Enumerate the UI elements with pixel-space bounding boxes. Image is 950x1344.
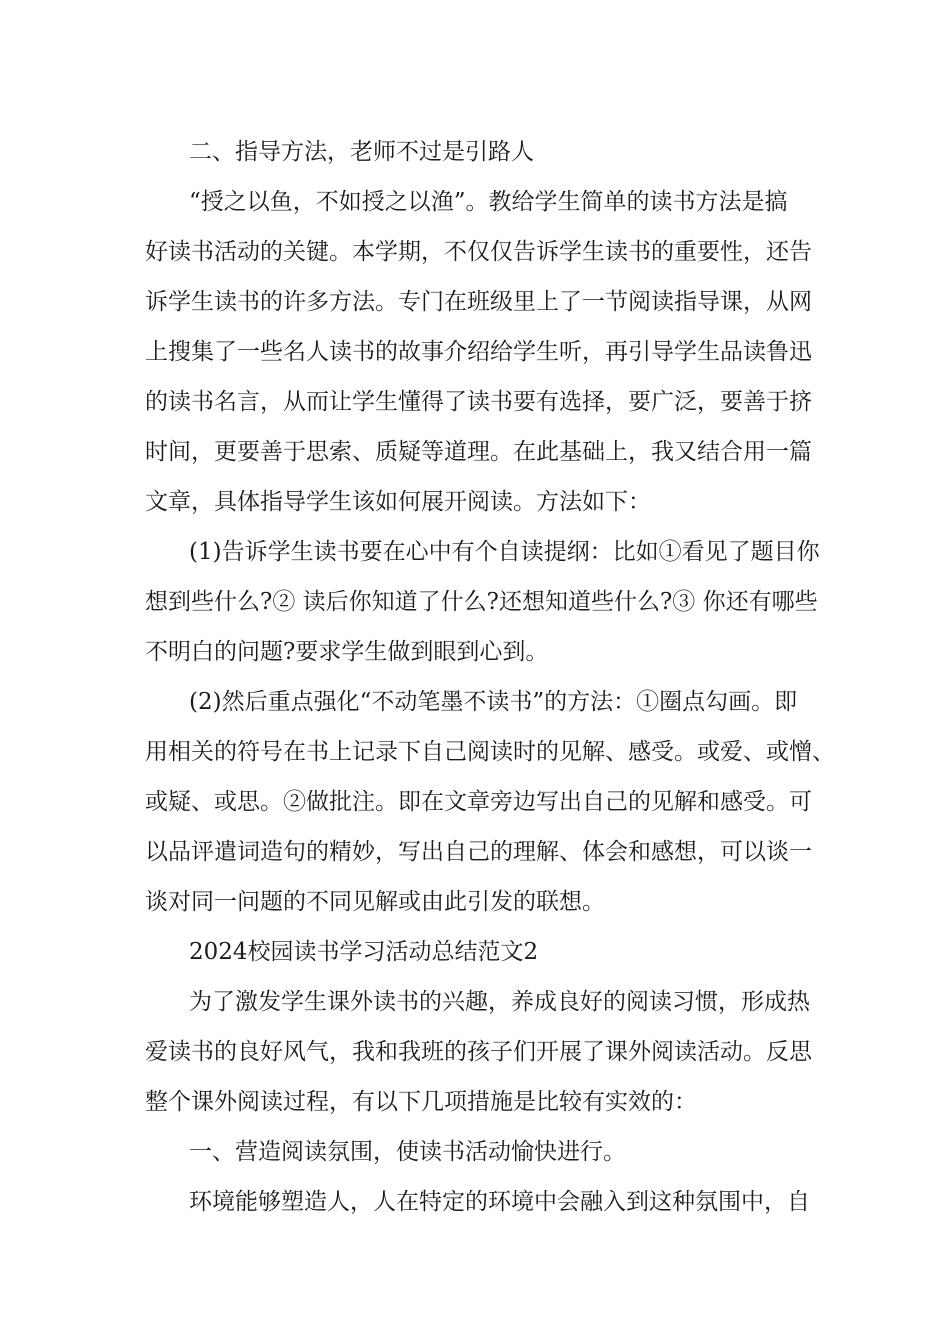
paragraph-line: (2)然后重点强化“不动笔墨不读书”的方法：①圈点勾画。即 bbox=[189, 689, 798, 715]
paragraph-line: 好读书活动的关键。本学期，不仅仅告诉学生读书的重要性，还告 bbox=[145, 239, 812, 265]
paragraph-line: 用相关的符号在书上记录下自己阅读时的见解、感受。或爱、或憎、 bbox=[145, 739, 835, 765]
paragraph-line: 的读书名言，从而让学生懂得了读书要有选择，要广泛，要善于挤 bbox=[145, 389, 812, 415]
section-heading: 一、营造阅读氛围，使读书活动愉快进行。 bbox=[189, 1139, 626, 1165]
paragraph-line: 不明白的问题?要求学生做到眼到心到。 bbox=[145, 639, 549, 665]
paragraph-line: 时间，更要善于思索、质疑等道理。在此基础上，我又结合用一篇 bbox=[145, 439, 812, 465]
paragraph-line: (1)告诉学生读书要在心中有个自读提纲：比如①看见了题目你 bbox=[189, 539, 820, 565]
paragraph-line: 或疑、或思。②做批注。即在文章旁边写出自己的见解和感受。可 bbox=[145, 789, 812, 815]
paragraph-line: 诉学生读书的许多方法。专门在班级里上了一节阅读指导课，从网 bbox=[145, 289, 812, 315]
article-title: 2024校园读书学习活动总结范文2 bbox=[189, 939, 539, 965]
document-body bbox=[145, 127, 835, 1227]
paragraph-line: 上搜集了一些名人读书的故事介绍给学生听，再引导学生品读鲁迅 bbox=[145, 339, 812, 365]
paragraph-line: 爱读书的良好风气，我和我班的孩子们开展了课外阅读活动。反思 bbox=[145, 1039, 812, 1065]
paragraph-line: 文章，具体指导学生该如何展开阅读。方法如下： bbox=[145, 489, 651, 515]
section-heading: 二、指导方法，老师不过是引路人 bbox=[189, 139, 534, 165]
paragraph-line: 环境能够塑造人，人在特定的环境中会融入到这种氛围中，自 bbox=[189, 1189, 810, 1215]
paragraph-line: 为了激发学生课外读书的兴趣，养成良好的阅读习惯，形成热 bbox=[189, 989, 810, 1015]
paragraph-line: 谈对同一问题的不同见解或由此引发的联想。 bbox=[145, 889, 605, 915]
paragraph-line: 整个课外阅读过程，有以下几项措施是比较有实效的： bbox=[145, 1089, 697, 1115]
paragraph-line: 以品评遣词造句的精妙，写出自己的理解、体会和感想，可以谈一 bbox=[145, 839, 812, 865]
paragraph-line: “授之以鱼，不如授之以渔”。教给学生简单的读书方法是搞 bbox=[189, 189, 788, 215]
paragraph-line: 想到些什么?② 读后你知道了什么?还想知道些什么?③ 你还有哪些 bbox=[145, 589, 818, 615]
